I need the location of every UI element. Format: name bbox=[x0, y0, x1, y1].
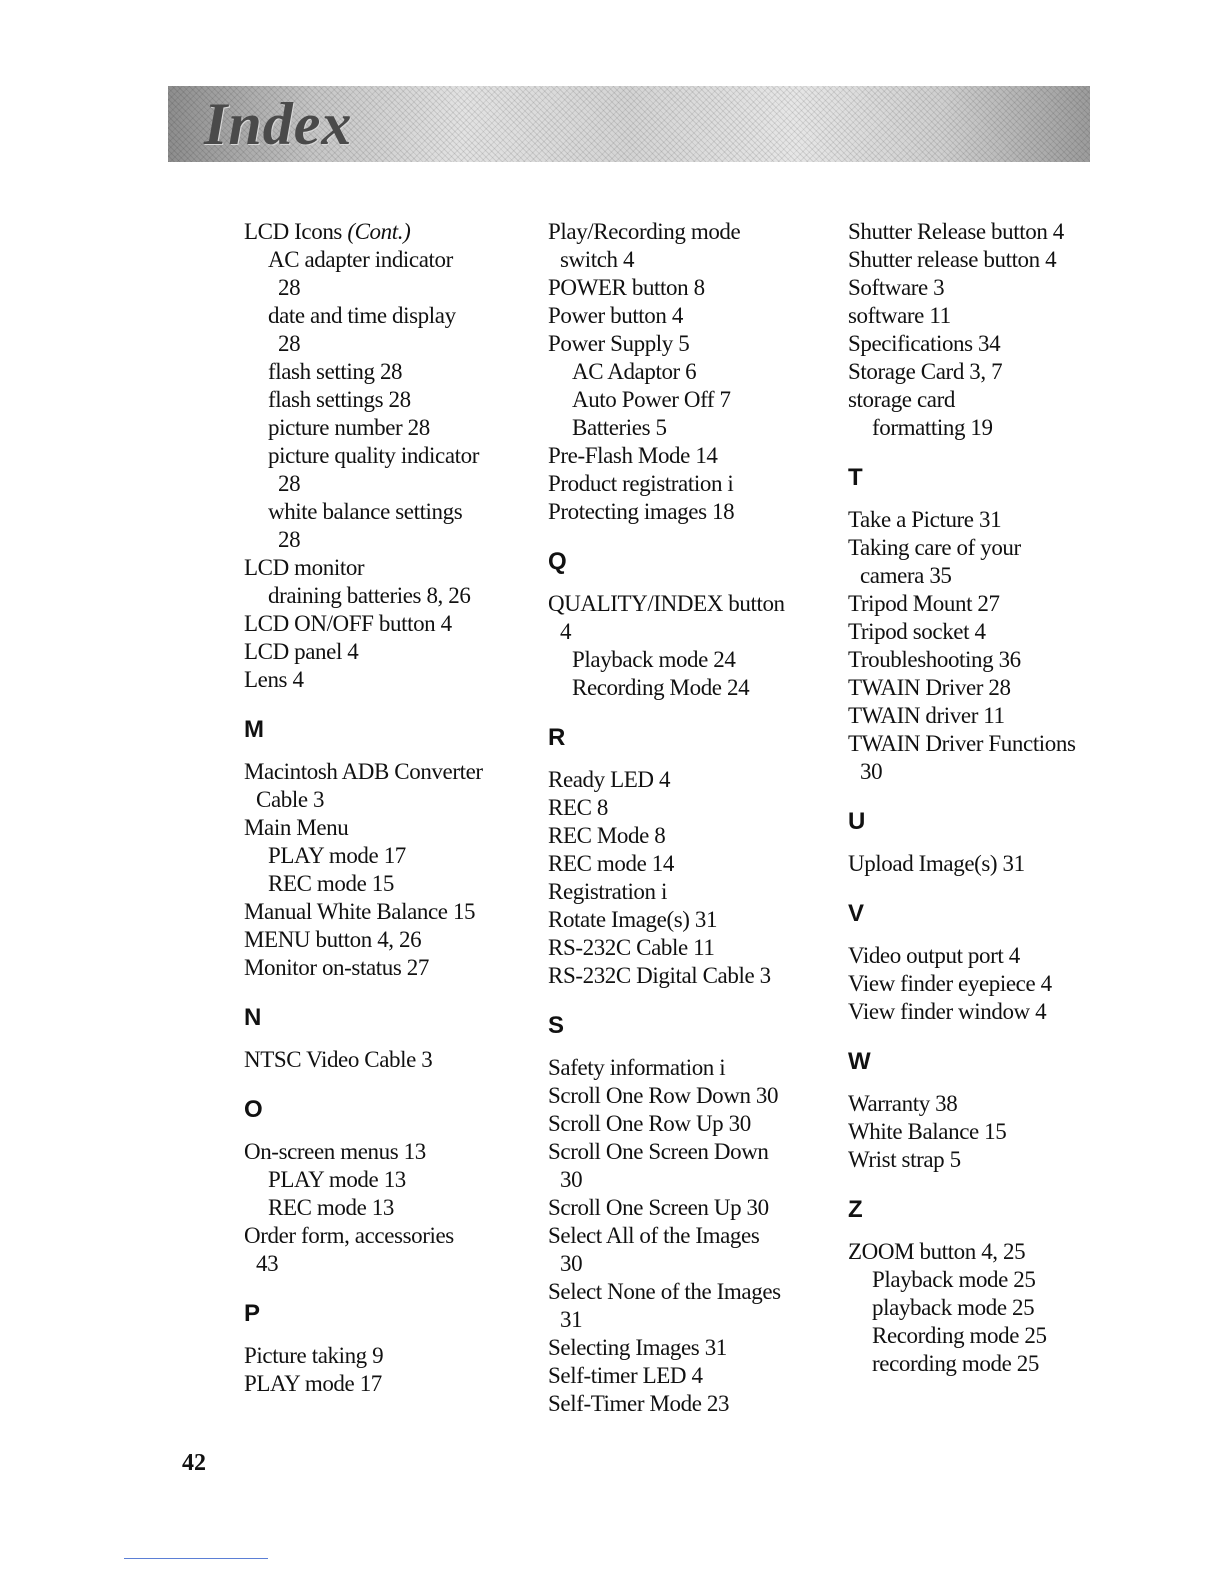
index-entry bbox=[244, 218, 524, 246]
index-entry-text: Self-Timer Mode 23 bbox=[548, 1391, 730, 1416]
index-entry-text: PLAY mode 17 bbox=[244, 1371, 382, 1396]
page-number: 42 bbox=[182, 1450, 206, 1476]
index-entry bbox=[244, 758, 524, 786]
index-entry bbox=[548, 1054, 818, 1082]
index-entry bbox=[848, 218, 1108, 246]
index-entry bbox=[848, 330, 1108, 358]
index-entry-text: NTSC Video Cable 3 bbox=[244, 1047, 433, 1072]
index-entry-text: PLAY mode 17 bbox=[268, 843, 406, 868]
index-entry bbox=[244, 1342, 524, 1370]
index-entry-text: flash settings 28 bbox=[268, 387, 411, 412]
index-entry-text: TWAIN driver 11 bbox=[848, 703, 1005, 728]
index-entry-text: Tripod Mount 27 bbox=[848, 591, 1000, 616]
index-entry bbox=[244, 1166, 524, 1194]
index-entry-text: Power button 4 bbox=[548, 303, 683, 328]
index-entry bbox=[848, 1322, 1108, 1350]
index-entry-text: RS-232C Cable 11 bbox=[548, 935, 715, 960]
index-entry-text: Registration i bbox=[548, 879, 667, 904]
index-entry bbox=[848, 970, 1108, 998]
index-entry-text: Cable 3 bbox=[256, 787, 325, 812]
index-entry bbox=[548, 590, 818, 618]
index-entry bbox=[848, 246, 1108, 274]
index-entry-text: 30 bbox=[560, 1167, 583, 1192]
index-entry bbox=[244, 414, 524, 442]
index-entry-text: Troubleshooting 36 bbox=[848, 647, 1021, 672]
index-entry bbox=[548, 442, 818, 470]
index-entry-text: 30 bbox=[560, 1251, 583, 1276]
index-entry-text: AC Adaptor 6 bbox=[572, 359, 697, 384]
index-entry-text: Recording Mode 24 bbox=[572, 675, 750, 700]
index-entry-text: REC mode 15 bbox=[268, 871, 394, 896]
index-entry-text: date and time display bbox=[268, 303, 456, 328]
section-letter: W bbox=[848, 1048, 871, 1075]
index-entry bbox=[548, 1250, 818, 1278]
index-entry bbox=[548, 1222, 818, 1250]
index-entry-text: Ready LED 4 bbox=[548, 767, 671, 792]
index-entry bbox=[548, 934, 818, 962]
index-entry-text: Take a Picture 31 bbox=[848, 507, 1002, 532]
index-entry-text: On-screen menus 13 bbox=[244, 1139, 426, 1164]
section-letter: O bbox=[244, 1096, 263, 1123]
index-entry bbox=[548, 618, 818, 646]
index-entry bbox=[244, 786, 524, 814]
index-entry-text: REC mode 14 bbox=[548, 851, 674, 876]
index-entry-text: picture quality indicator bbox=[268, 443, 479, 468]
index-entry-text: playback mode 25 bbox=[872, 1295, 1035, 1320]
index-entry bbox=[848, 1350, 1108, 1378]
index-entry-text: Monitor on-status 27 bbox=[244, 955, 429, 980]
section-letter: N bbox=[244, 1004, 262, 1031]
index-entry-text: REC Mode 8 bbox=[548, 823, 666, 848]
index-entry bbox=[244, 442, 524, 470]
index-entry bbox=[548, 302, 818, 330]
index-entry bbox=[848, 942, 1108, 970]
index-entry bbox=[244, 498, 524, 526]
index-entry-text: 30 bbox=[860, 759, 883, 784]
index-entry-text: Tripod socket 4 bbox=[848, 619, 986, 644]
index-entry bbox=[848, 562, 1108, 590]
index-entry-text: switch 4 bbox=[560, 247, 635, 272]
index-entry bbox=[244, 666, 524, 694]
section-letter: U bbox=[848, 808, 866, 835]
index-entry bbox=[548, 414, 818, 442]
index-entry-text: Protecting images 18 bbox=[548, 499, 735, 524]
index-entry bbox=[848, 618, 1108, 646]
index-entry-text: Select All of the Images bbox=[548, 1223, 760, 1248]
index-entry bbox=[548, 646, 818, 674]
index-entry-text: Macintosh ADB Converter bbox=[244, 759, 483, 784]
index-entry bbox=[848, 646, 1108, 674]
index-entry-text: camera 35 bbox=[860, 563, 952, 588]
index-entry-text: Manual White Balance 15 bbox=[244, 899, 476, 924]
index-entry bbox=[548, 1390, 818, 1418]
index-entry-text: Shutter release button 4 bbox=[848, 247, 1057, 272]
index-entry bbox=[244, 1046, 524, 1074]
section-letter: Q bbox=[548, 548, 567, 575]
index-entry bbox=[848, 414, 1108, 442]
index-entry-text: POWER button 8 bbox=[548, 275, 705, 300]
index-entry bbox=[848, 1146, 1108, 1174]
index-entry bbox=[548, 1306, 818, 1334]
index-entry-text: Play/Recording mode bbox=[548, 219, 741, 244]
index-entry-note: (Cont.) bbox=[347, 219, 411, 244]
index-entry bbox=[848, 358, 1108, 386]
index-entry bbox=[548, 386, 818, 414]
index-entry-text: ZOOM button 4, 25 bbox=[848, 1239, 1026, 1264]
index-entry bbox=[548, 766, 818, 794]
index-entry-text: Rotate Image(s) 31 bbox=[548, 907, 718, 932]
index-entry bbox=[848, 1090, 1108, 1118]
index-entry bbox=[548, 274, 818, 302]
index-entry-text: Select None of the Images bbox=[548, 1279, 781, 1304]
index-entry bbox=[244, 870, 524, 898]
index-entry-text: formatting 19 bbox=[872, 415, 993, 440]
index-entry bbox=[244, 1138, 524, 1166]
index-entry-text: Power Supply 5 bbox=[548, 331, 690, 356]
index-entry-text: Taking care of your bbox=[848, 535, 1021, 560]
index-entry bbox=[548, 878, 818, 906]
index-entry-text: LCD Icons bbox=[244, 219, 348, 244]
index-entry bbox=[848, 590, 1108, 618]
index-entry-text: Specifications 34 bbox=[848, 331, 1001, 356]
index-entry-text: LCD panel 4 bbox=[244, 639, 359, 664]
index-entry bbox=[244, 330, 524, 358]
index-entry-text: Warranty 38 bbox=[848, 1091, 958, 1116]
index-entry bbox=[548, 674, 818, 702]
index-entry bbox=[848, 1294, 1108, 1322]
index-entry-text: white balance settings bbox=[268, 499, 463, 524]
index-entry-text: LCD ON/OFF button 4 bbox=[244, 611, 452, 636]
index-entry-text: TWAIN Driver 28 bbox=[848, 675, 1011, 700]
index-entry bbox=[848, 386, 1108, 414]
index-entry-text: View finder window 4 bbox=[848, 999, 1047, 1024]
index-entry bbox=[848, 1266, 1108, 1294]
index-entry bbox=[548, 218, 818, 246]
index-entry bbox=[848, 1118, 1108, 1146]
index-entry bbox=[548, 794, 818, 822]
index-entry bbox=[548, 358, 818, 386]
index-entry bbox=[548, 1334, 818, 1362]
index-entry bbox=[848, 302, 1108, 330]
index-entry bbox=[848, 758, 1108, 786]
index-entry bbox=[848, 274, 1108, 302]
index-header-banner bbox=[168, 86, 1090, 162]
index-entry-text: Safety information i bbox=[548, 1055, 726, 1080]
index-entry bbox=[244, 1370, 524, 1398]
index-entry-text: Scroll One Screen Up 30 bbox=[548, 1195, 769, 1220]
index-entry-text: Storage Card 3, 7 bbox=[848, 359, 1003, 384]
index-entry bbox=[244, 638, 524, 666]
index-entry bbox=[244, 302, 524, 330]
index-entry bbox=[244, 246, 524, 274]
index-entry-text: picture number 28 bbox=[268, 415, 430, 440]
index-entry-text: 28 bbox=[278, 275, 301, 300]
index-entry-text: Scroll One Row Down 30 bbox=[548, 1083, 779, 1108]
index-entry bbox=[548, 1110, 818, 1138]
index-entry-text: LCD monitor bbox=[244, 555, 365, 580]
index-entry-text: RS-232C Digital Cable 3 bbox=[548, 963, 771, 988]
index-entry-text: Scroll One Row Up 30 bbox=[548, 1111, 751, 1136]
index-entry bbox=[244, 386, 524, 414]
index-entry-text: 28 bbox=[278, 471, 301, 496]
index-entry bbox=[244, 358, 524, 386]
index-entry bbox=[244, 1222, 524, 1250]
index-entry-text: Shutter Release button 4 bbox=[848, 219, 1064, 244]
section-letter: Z bbox=[848, 1196, 863, 1223]
index-entry-text: Recording mode 25 bbox=[872, 1323, 1047, 1348]
footer-rule bbox=[124, 1558, 268, 1559]
index-entry bbox=[244, 610, 524, 638]
index-entry bbox=[548, 962, 818, 990]
index-entry-text: Software 3 bbox=[848, 275, 945, 300]
index-entry bbox=[548, 822, 818, 850]
index-entry-text: draining batteries 8, 26 bbox=[268, 583, 471, 608]
index-entry bbox=[244, 898, 524, 926]
index-entry-text: PLAY mode 13 bbox=[268, 1167, 406, 1192]
index-entry-text: Scroll One Screen Down bbox=[548, 1139, 769, 1164]
index-entry-text: Product registration i bbox=[548, 471, 734, 496]
index-entry-text: 28 bbox=[278, 527, 301, 552]
index-entry-text: Playback mode 25 bbox=[872, 1267, 1036, 1292]
index-entry-text: 4 bbox=[560, 619, 572, 644]
index-entry-text: QUALITY/INDEX button bbox=[548, 591, 785, 616]
index-entry-text: REC 8 bbox=[548, 795, 608, 820]
index-entry-text: View finder eyepiece 4 bbox=[848, 971, 1052, 996]
index-entry bbox=[848, 1238, 1108, 1266]
index-entry bbox=[848, 506, 1108, 534]
index-entry-text: Main Menu bbox=[244, 815, 349, 840]
index-entry-text: MENU button 4, 26 bbox=[244, 927, 422, 952]
index-entry bbox=[848, 702, 1108, 730]
index-entry bbox=[548, 850, 818, 878]
index-entry bbox=[548, 1362, 818, 1390]
index-entry bbox=[244, 1194, 524, 1222]
index-entry bbox=[244, 470, 524, 498]
index-entry-text: Self-timer LED 4 bbox=[548, 1363, 703, 1388]
index-entry bbox=[548, 1194, 818, 1222]
index-entry-text: Auto Power Off 7 bbox=[572, 387, 731, 412]
index-entry bbox=[848, 998, 1108, 1026]
page-title: Index bbox=[204, 91, 353, 157]
index-entry bbox=[244, 814, 524, 842]
index-entry-text: Pre-Flash Mode 14 bbox=[548, 443, 718, 468]
index-entry bbox=[548, 330, 818, 358]
index-entry-text: Video output port 4 bbox=[848, 943, 1020, 968]
index-entry-text: White Balance 15 bbox=[848, 1119, 1007, 1144]
index-entry bbox=[548, 906, 818, 934]
index-entry-text: Upload Image(s) 31 bbox=[848, 851, 1025, 876]
index-entry-text: Order form, accessories bbox=[244, 1223, 454, 1248]
index-column-1 bbox=[244, 218, 524, 1398]
index-entry-text: recording mode 25 bbox=[872, 1351, 1039, 1376]
index-entry-text: REC mode 13 bbox=[268, 1195, 394, 1220]
index-entry bbox=[244, 842, 524, 870]
index-entry-text: Batteries 5 bbox=[572, 415, 667, 440]
index-entry bbox=[244, 926, 524, 954]
index-entry bbox=[848, 850, 1108, 878]
index-entry-text: Wrist strap 5 bbox=[848, 1147, 961, 1172]
index-entry-text: Lens 4 bbox=[244, 667, 304, 692]
index-entry-text: storage card bbox=[848, 387, 955, 412]
index-entry-text: flash setting 28 bbox=[268, 359, 403, 384]
index-entry bbox=[548, 1138, 818, 1166]
index-entry-text: software 11 bbox=[848, 303, 951, 328]
section-letter: T bbox=[848, 464, 863, 491]
index-entry-text: AC adapter indicator bbox=[268, 247, 453, 272]
index-entry bbox=[244, 526, 524, 554]
index-entry bbox=[244, 1250, 524, 1278]
index-entry bbox=[244, 582, 524, 610]
index-entry-text: Selecting Images 31 bbox=[548, 1335, 727, 1360]
index-entry-text: 28 bbox=[278, 331, 301, 356]
index-entry bbox=[848, 534, 1108, 562]
index-entry bbox=[548, 1082, 818, 1110]
index-entry bbox=[548, 1166, 818, 1194]
index-entry bbox=[848, 730, 1108, 758]
index-column-3 bbox=[848, 218, 1108, 1378]
index-entry-text: TWAIN Driver Functions bbox=[848, 731, 1076, 756]
index-entry bbox=[244, 274, 524, 302]
index-entry bbox=[548, 498, 818, 526]
index-entry bbox=[548, 470, 818, 498]
index-entry bbox=[244, 554, 524, 582]
index-entry bbox=[244, 954, 524, 982]
index-entry-text: 31 bbox=[560, 1307, 583, 1332]
index-entry-text: 43 bbox=[256, 1251, 279, 1276]
index-entry bbox=[548, 1278, 818, 1306]
section-letter: M bbox=[244, 716, 264, 743]
section-letter: V bbox=[848, 900, 865, 927]
section-letter: R bbox=[548, 724, 566, 751]
index-column-2 bbox=[548, 218, 818, 1418]
index-entry-text: Picture taking 9 bbox=[244, 1343, 384, 1368]
index-entry bbox=[548, 246, 818, 274]
index-entry bbox=[848, 674, 1108, 702]
section-letter: P bbox=[244, 1300, 261, 1327]
index-entry-text: Playback mode 24 bbox=[572, 647, 736, 672]
section-letter: S bbox=[548, 1012, 565, 1039]
